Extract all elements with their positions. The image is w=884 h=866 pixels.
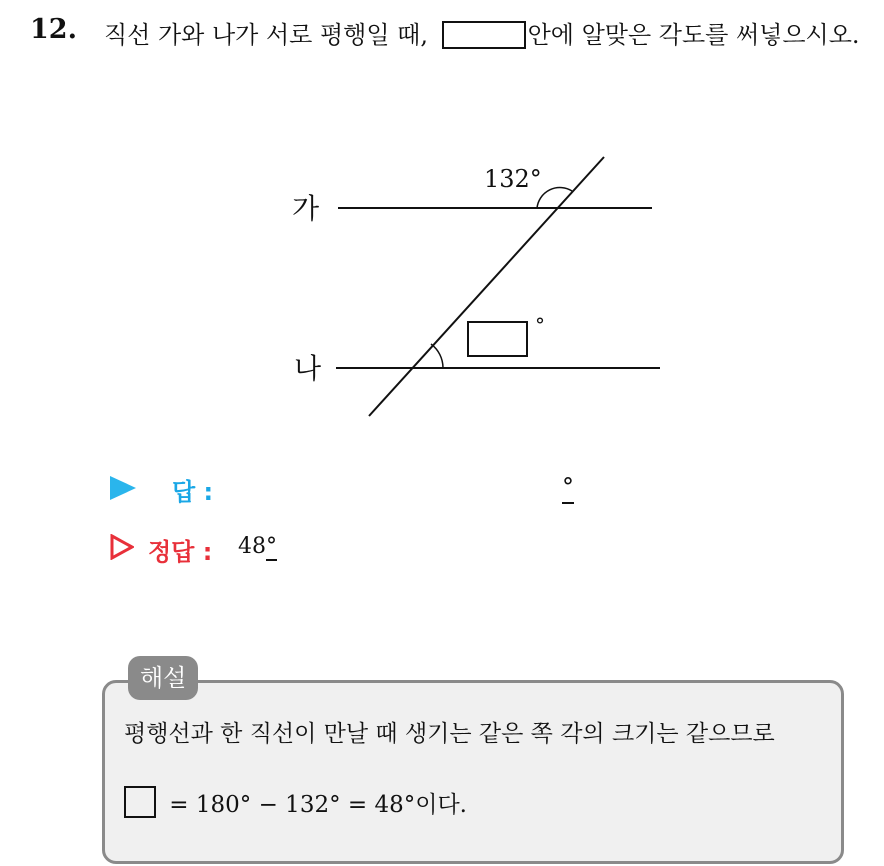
line-b-label: 나 — [294, 352, 322, 385]
angle-arc-unknown — [431, 344, 443, 368]
correct-answer-row — [110, 532, 610, 568]
correct-unit: ° — [266, 534, 277, 559]
question-text-before: 직선 가와 나가 서로 평행일 때, — [104, 21, 436, 49]
play-icon — [110, 476, 136, 500]
question-number: 12. — [30, 14, 77, 45]
unknown-angle-box — [468, 322, 527, 356]
angle-label-132: 132° — [484, 165, 542, 193]
question-text-after: 안에 알맞은 각도를 써넣으시오. — [527, 21, 860, 49]
answer-label: 답 : — [172, 478, 214, 506]
line-a-label: 가 — [292, 192, 320, 225]
correct-number: 48 — [238, 534, 266, 559]
outline-play-icon — [110, 534, 134, 560]
transversal-line — [369, 157, 604, 416]
solution-text-line1: 평행선과 한 직선이 만날 때 생기는 같은 쪽 각의 크기는 같으므로 — [124, 721, 775, 747]
correct-answer-value — [238, 534, 277, 559]
solution-box — [102, 680, 844, 864]
solution-text-line2 — [124, 786, 467, 823]
solution-equation: = 180° − 132° = 48°이다. — [162, 792, 467, 818]
answer-row — [110, 472, 610, 508]
answer-unit: ° — [562, 472, 574, 504]
solution-tab: 해설 — [128, 656, 198, 700]
correct-answer-label: 정답 : — [148, 538, 213, 566]
box-degree-symbol: ° — [535, 313, 545, 337]
solution-box-symbol — [124, 786, 156, 818]
